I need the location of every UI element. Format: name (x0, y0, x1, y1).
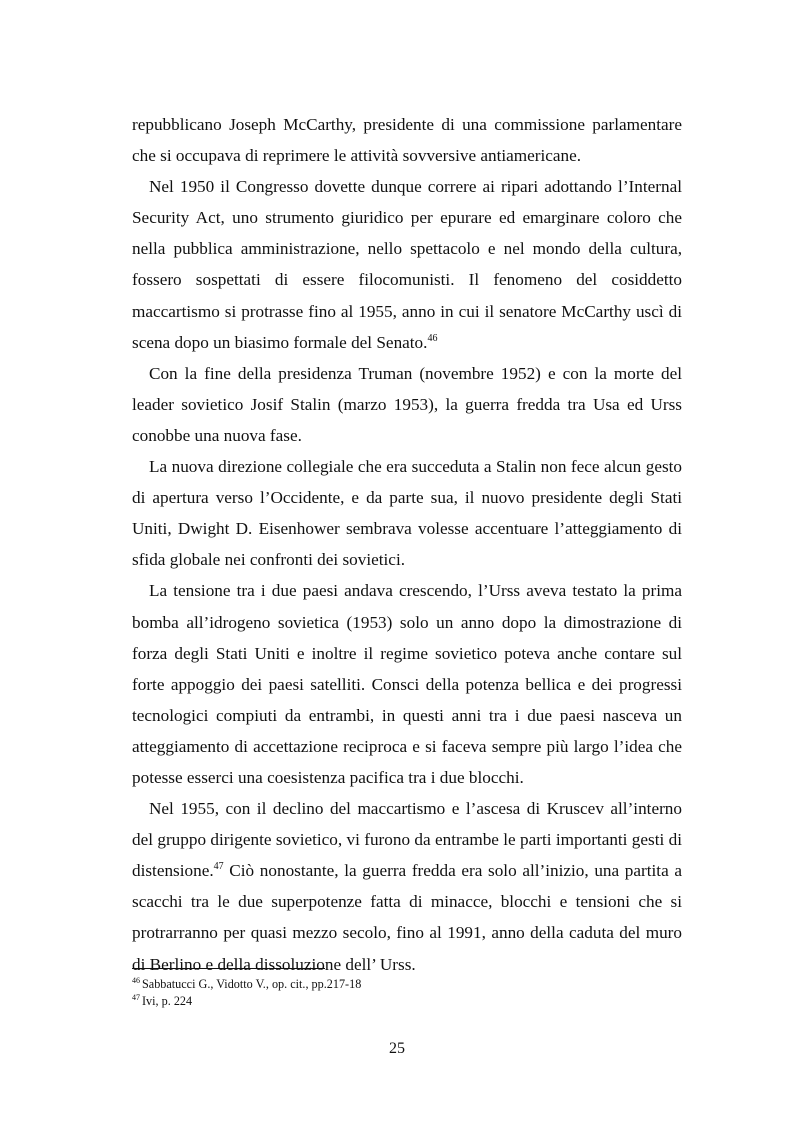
footnote-number: 47 (132, 993, 140, 1002)
paragraph (132, 575, 682, 793)
page-number: 25 (389, 1040, 405, 1057)
body-text (132, 109, 682, 980)
paragraph-text: Ciò nonostante, la guerra fredda era solo all’inizio, una partita a scacchi tra le due superpotenze fatta di minacce, blocchi e tensioni che si protrarranno per quasi mezzo secolo, fino al 1991, anno della caduta del muro di Berlino e della dissoluzione dell’ Urss. (132, 861, 682, 974)
paragraph (132, 109, 682, 171)
paragraph-text: La nuova direzione collegiale che era succeduta a Stalin non fece alcun gesto di apertura verso l’Occidente, e da parte sua, il nuovo presidente degli Stati Uniti, Dwight D. Eisenhower sembrava volesse accentuare l’atteggiamento di sfida globale nei confronti dei sovietici. (132, 457, 682, 570)
footnote-text: Ivi, p. 224 (142, 994, 193, 1008)
paragraph (132, 358, 682, 451)
footnote-number: 46 (132, 976, 140, 985)
paragraph-text: repubblicano Joseph McCarthy, presidente di una commissione parlamentare che si occupava di reprimere le attività sovversive antiamericane. (132, 115, 682, 166)
footnote (132, 976, 682, 993)
paragraph-text: Con la fine della presidenza Truman (novembre 1952) e con la morte del leader sovietico Josif Stalin (marzo 1953), la guerra fredda tra Usa ed Urss conobbe una nuova fase. (132, 363, 682, 445)
footnote-reference: 46 (427, 332, 438, 344)
footnotes (132, 976, 682, 1010)
paragraph (132, 793, 682, 980)
paragraph-text: Nel 1950 il Congresso dovette dunque correre ai ripari adottando l’Internal Security Act, uno strumento giuridico per epurare ed emarginare coloro che nella pubblica amministrazione, nello spettacolo e nel mondo della cultura, fossero sospettati di essere filocomunisti. Il fenomeno del cosiddetto maccartismo si protrasse fino al 1955, anno in cui il senatore McCarthy uscì di scena dopo un biasimo formale del Senato. (132, 177, 682, 352)
footnote-reference: 47 (213, 861, 224, 873)
paragraph (132, 451, 682, 575)
footnote (132, 993, 682, 1010)
paragraph-text: Nel 1955, con il declino del maccartismo e l’ascesa di Kruscev all’interno del gruppo dirigente sovietico, vi furono da entrambe le parti importanti gesti di distensione. (132, 799, 682, 881)
footnote-separator (132, 968, 325, 969)
paragraph (132, 171, 682, 358)
paragraph-text: La tensione tra i due paesi andava crescendo, l’Urss aveva testato la prima bomba all’idrogeno sovietica (1953) solo un anno dopo la dimostrazione di forza degli Stati Uniti e inoltre il regime sovietico poteva anche contare sul forte appoggio dei paesi satelliti. Consci della potenza bellica e dei progressi tecnologici compiuti da entrambi, in questi anni tra i due paesi nasceva un atteggiamento di accettazione reciproca e si faceva sempre più largo l’idea che potesse esserci una coesistenza pacifica tra i due blocchi. (132, 581, 682, 787)
footnote-text: Sabbatucci G., Vidotto V., op. cit., pp.217-18 (142, 977, 362, 991)
